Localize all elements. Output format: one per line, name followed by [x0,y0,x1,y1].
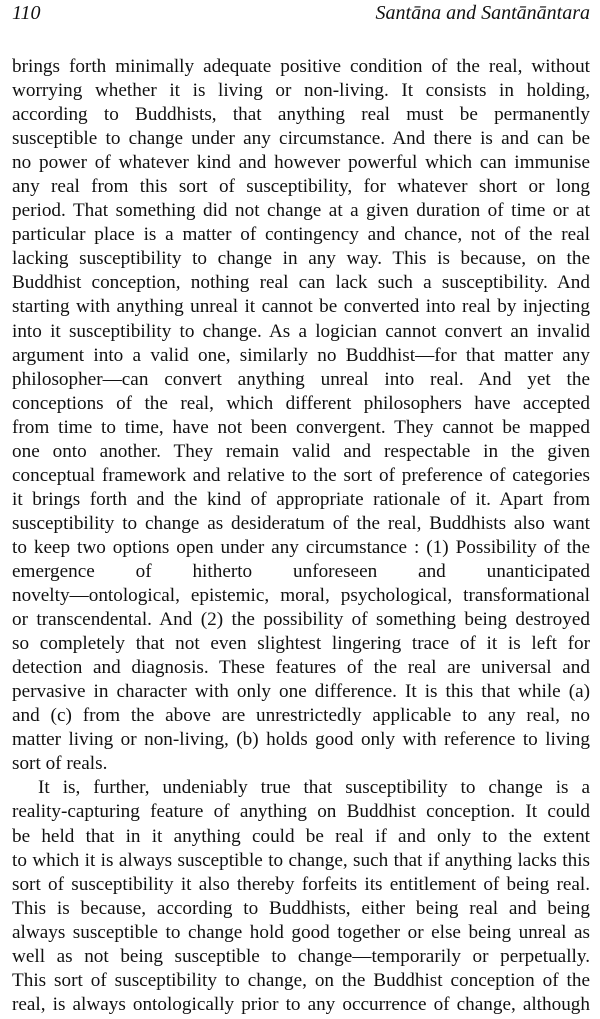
text-line: into it susceptibility to change. As a logician cannot convert an invalid [12,320,590,342]
text-line: always susceptible to change hold good together or else being unreal as [12,921,590,943]
text-line: or transcendental. And (2) the possibility of something being destroyed [12,609,590,631]
text-line: conceptions of the real, which different philosophers have accepted [12,392,590,414]
text-line: Buddhist conception, nothing real can lack such a susceptibility. And [12,272,590,294]
text-line: well as not being susceptible to change—temporarily or perpetually. [12,945,590,967]
text-line: This sort of susceptibility to change, on the Buddhist conception of the [12,969,590,991]
text-line: so completely that not even slightest lingering trace of it is left for [12,633,590,655]
text-line: real, is always ontologically prior to any occurrence of change, although [12,993,590,1015]
text-line: reality-capturing feature of anything on Buddhist conception. It could [12,801,590,823]
text-line: one onto another. They remain valid and respectable in the given [12,440,590,462]
text-line: philosopher—can convert anything unreal into real. And yet the [12,368,590,390]
text-line: emergence of hitherto unforeseen and unanticipated [12,560,590,582]
text-line: from time to time, have not been convergent. They cannot be mapped [12,416,590,438]
text-line: susceptibility to change as desideratum of the real, Buddhists also want [12,512,590,534]
text-line: brings forth minimally adequate positive condition of the real, without [12,56,590,77]
text-line: any real from this sort of susceptibility, for whatever short or long [12,176,590,198]
text-line: sort of reals. [12,753,108,775]
text-line: lacking susceptibility to change in any way. This is because, on the [12,248,590,270]
running-title: Santāna and Santānāntara [375,2,590,24]
page-number: 110 [12,2,41,24]
text-line: particular place is a matter of contingency and chance, not of the real [12,224,590,246]
text-line: and (c) from the above are unrestrictedly applicable to any real, no [12,705,590,727]
text-line: argument into a valid one, similarly no Buddhist—for that matter any [12,344,590,366]
text-line: pervasive in character with only one difference. It is this that while (a) [12,681,590,703]
text-line: This is because, according to Buddhists, either being real and being [12,897,590,919]
text-line: according to Buddhists, that anything real must be permanently [12,104,590,126]
text-line: worrying whether it is living or non-living. It consists in holding, [12,80,590,102]
running-header [12,2,590,28]
text-line: susceptible to change under any circumstance. And there is and can be [12,128,590,150]
text-line: starting with anything unreal it cannot be converted into real by injecting [12,296,590,318]
body-text [12,55,590,1017]
text-line: to keep two options open under any circumstance : (1) Possibility of the [12,536,590,558]
text-line: novelty—ontological, epistemic, moral, psychological, transformational [12,585,590,607]
text-line: period. That something did not change at a given duration of time or at [12,200,590,222]
text-line: It is, further, undeniably true that susceptibility to change is a [38,777,590,799]
text-line: detection and diagnosis. These features of the real are universal and [12,657,590,679]
text-line: be held that in it anything could be real if and only to the extent [12,825,590,847]
text-line: sort of susceptibility it also thereby forfeits its entitlement of being real. [12,873,590,895]
text-line: it brings forth and the kind of appropriate rationale of it. Apart from [12,488,590,510]
text-line: no power of whatever kind and however powerful which can immunise [12,152,590,174]
text-line: conceptual framework and relative to the sort of preference of categories [12,464,590,486]
text-line: to which it is always susceptible to change, such that if anything lacks this [12,849,590,871]
text-line: matter living or non-living, (b) holds good only with reference to living [12,729,590,751]
